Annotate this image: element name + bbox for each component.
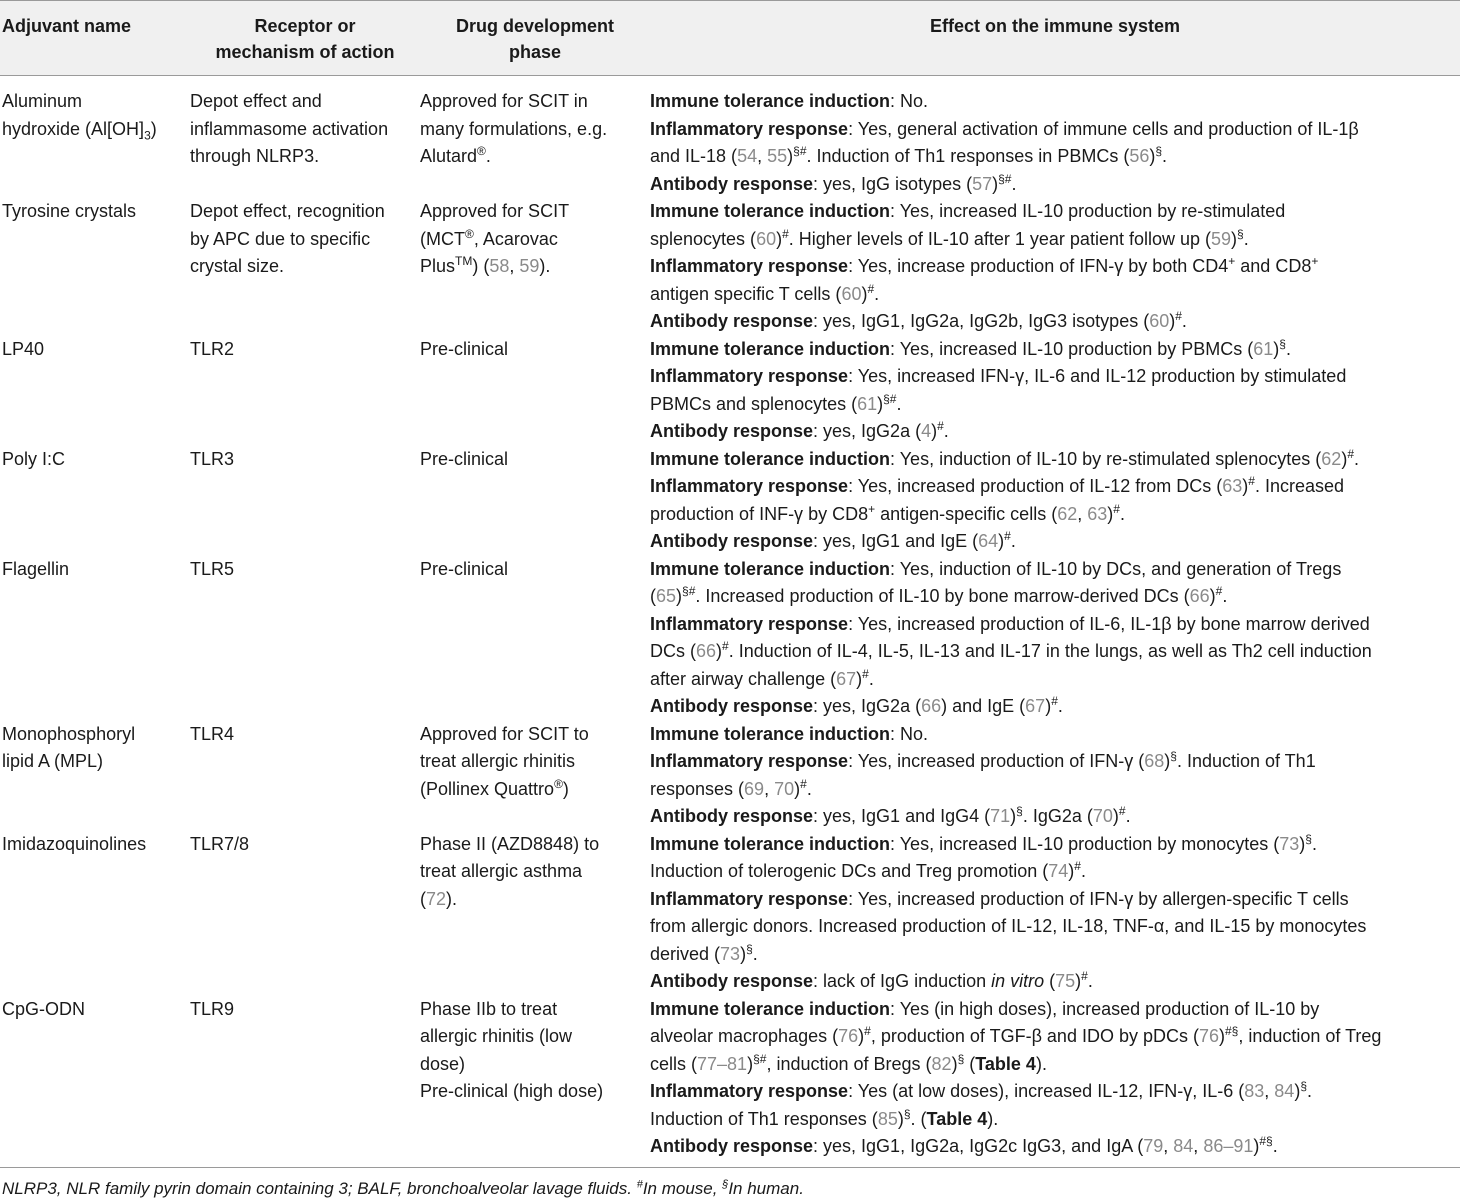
receptor-mechanism: TLR3 (190, 448, 235, 469)
immune-effect: Immune tolerance induction: Yes, increased IL-10 production by monocytes (73)§. Induction of tolerogenic DCs and Treg promotion (74)#. Inflammatory response: Yes, increased production of IFN-γ by allergen-specific T cells from allergic donors. Increased production of IL-12, IL-18, TNF-α, and IL-15 by monocytes derived (73)§. Antibody response: lack of IgG induction in vitro (75)#. (650, 831, 1367, 991)
adjuvant-name: Monophosphoryl lipid A (MPL) (2, 723, 136, 771)
table-4-reference[interactable]: Table 4 (926, 1108, 988, 1129)
immune-effect: Immune tolerance induction: Yes, induction of IL-10 by DCs, and generation of Tregs (65)§#. Increased production of IL-10 by bone marrow-derived DCs (66)#. Inflammatory response: Yes, increased production of IL-6, IL-1β by bone marrow derived DCs (66)#. Induction of IL-4, IL-5, IL-13 and IL-17 in the lungs, as well as Th2 cell induction after airway challenge (67)#. Antibody response: yes, IgG2a (66) and IgE (67)#. (650, 558, 1372, 716)
header-adjuvant-name: Adjuvant name (0, 1, 190, 76)
adjuvant-name: Poly I:C (2, 448, 66, 469)
table-row (0, 721, 1460, 831)
development-phase: Approved for SCIT (MCT®, Acarovac Plus™) (58, 59). (420, 201, 570, 276)
receptor-mechanism: TLR7/8 (190, 833, 250, 854)
development-phase: Pre-clinical (420, 448, 509, 469)
table-footnote: NLRP3, NLR family pyrin domain containing 3; BALF, bronchoalveolar lavage fluids. #In mouse, §In human. (2, 1178, 804, 1198)
development-phase: Phase II (AZD8848) to treat allergic asthma (72). (420, 833, 600, 909)
immune-effect: Immune tolerance induction: No. Inflammatory response: Yes, increased production of IFN-γ (68)§. Induction of Th1 responses (69, 70)#. Antibody response: yes, IgG1 and IgG4 (71)§. IgG2a (70)#. (650, 723, 1316, 826)
immune-effect: Immune tolerance induction: Yes, induction of IL-10 by re-stimulated splenocytes (62)#. Inflammatory response: Yes, increased production of IL-12 from DCs (63)#. Increased production of INF-γ by CD8+ antigen-specific cells (62, 63)#. Antibody response: yes, IgG1 and IgE (64)#. (650, 446, 1360, 551)
immune-effect: Immune tolerance induction: Yes, increased IL-10 production by PBMCs (61)§. Inflammatory response: Yes, increased IFN-γ, IL-6 and IL-12 production by stimulated PBMCs and splenocytes (61)§#. Antibody response: yes, IgG2a (4)#. (650, 336, 1347, 441)
receptor-mechanism: TLR4 (190, 723, 235, 744)
header-phase: Drug development phase (420, 1, 650, 76)
adjuvant-name: Imidazoquinolines (2, 833, 147, 854)
adjuvant-name: Aluminum hydroxide $(Al[OH]_3)$ (2, 91, 157, 143)
development-phase: Approved for SCIT to treat allergic rhinitis (Pollinex Quattro®) (420, 723, 589, 799)
header-effect: Effect on the immune system (650, 1, 1460, 76)
table-4-reference[interactable]: Table 4 (975, 1053, 1036, 1074)
receptor-mechanism: TLR9 (190, 996, 420, 1168)
adjuvant-name: Flagellin (2, 558, 70, 579)
development-phase: Pre-clinical (420, 338, 509, 359)
adjuvant-name: CpG-ODN (0, 996, 190, 1168)
table-row (0, 556, 1460, 721)
table-row (0, 336, 1460, 446)
receptor-mechanism: Depot effect and inflammasome activation through NLRP3. (190, 91, 389, 166)
development-phase: Pre-clinical (420, 558, 509, 579)
development-phase: Phase IIb to treat allergic rhinitis (low dose) Pre-clinical (high dose) (420, 996, 650, 1168)
immune-effect: Immune tolerance induction: Yes (in high doses), increased production of IL-10 by alveolar macrophages (76)#, production of TGF-β and IDO by pDCs (76)#§, induction of Treg cells (77–81)§#, induction of Bregs (82)§ (Table 4). Inflammatory response: Yes (at low doses), increased IL-12, IFN-γ, IL-6 (83, 84)§. Induction of Th1 responses (85)§. (Table 4). Antibody response: yes, IgG1, IgG2a, IgG2c IgG3, and IgA (79, 84, 86–91)#§. (650, 996, 1460, 1168)
adjuvant-name: Tyrosine crystals (2, 201, 137, 221)
immune-effect: Immune tolerance induction: Yes, increased IL-10 production by re-stimulated splenocytes (60)#. Higher levels of IL-10 after 1 year patient follow up (59)§. Inflammatory response: Yes, increase production of IFN-γ by both CD4+ and CD8+ antigen specific T cells (60)#. Antibody response: yes, IgG1, IgG2a, IgG2b, IgG3 isotypes (60)#. (650, 201, 1319, 331)
table-row (0, 198, 1460, 336)
receptor-mechanism: Depot effect, recognition by APC due to specific crystal size. (190, 201, 385, 276)
table-row (0, 76, 1460, 199)
receptor-mechanism: TLR5 (190, 558, 235, 579)
table-row (0, 831, 1460, 996)
table-row (0, 446, 1460, 556)
receptor-mechanism: TLR2 (190, 338, 235, 359)
adjuvant-name: LP40 (2, 338, 45, 359)
header-receptor: Receptor or mechanism of action (190, 1, 420, 76)
table-header-row (0, 1, 1460, 76)
development-phase: Approved for SCIT in many formulations, e.g. Alutard®. (420, 91, 608, 166)
immune-effect: Immune tolerance induction: No. Inflammatory response: Yes, general activation of immune cells and production of IL-1β and IL-18 (54, 55)§#. Induction of Th1 responses in PBMCs (56)§. Antibody response: yes, IgG isotypes (57)§#. (650, 91, 1359, 194)
table-row (0, 996, 1460, 1168)
